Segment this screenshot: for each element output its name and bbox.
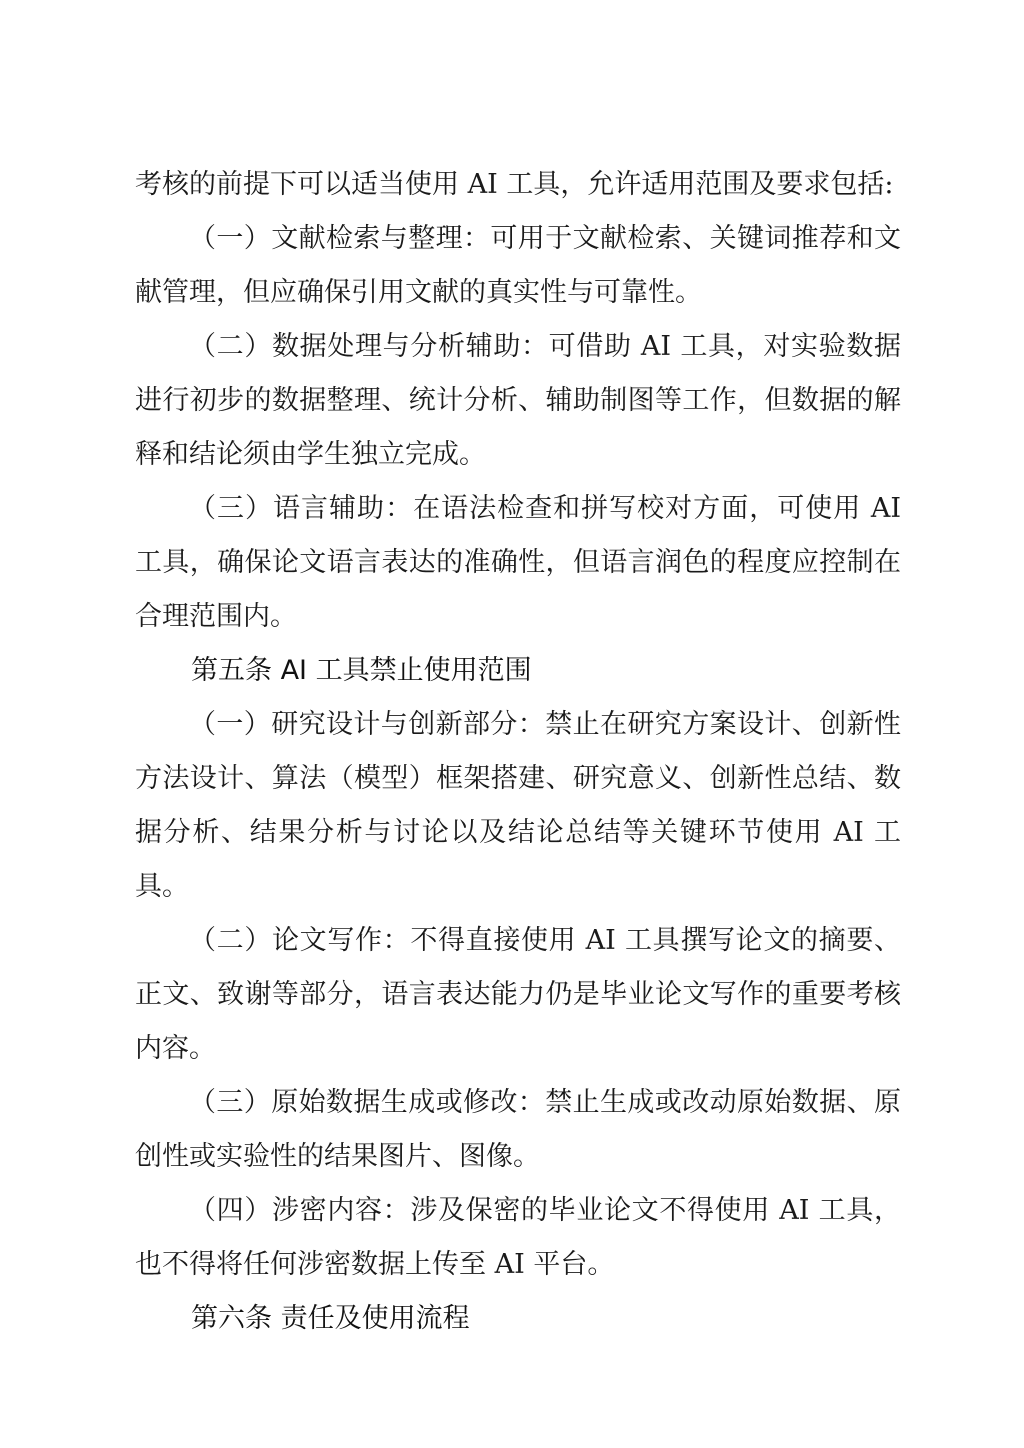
paragraph-raw-data: （三）原始数据生成或修改：禁止生成或改动原始数据、原创性或实验性的结果图片、图像。	[135, 1087, 901, 1172]
paragraph-continuation: 考核的前提下可以适当使用 AI 工具，允许适用范围及要求包括:	[135, 169, 894, 200]
document-page	[135, 158, 901, 1346]
paragraph-data-processing: （二）数据处理与分析辅助：可借助 AI 工具，对实验数据进行初步的数据整理、统计分析、辅助制图等工作，但数据的解释和结论须由学生独立完成。	[135, 331, 901, 470]
paragraph-classified-content: （四）涉密内容：涉及保密的毕业论文不得使用 AI 工具，也不得将任何涉密数据上传至 AI 平台。	[135, 1195, 901, 1280]
paragraph-language-assist: （三）语言辅助：在语法检查和拼写校对方面，可使用 AI 工具，确保论文语言表达的准确性，但语言润色的程度应控制在合理范围内。	[135, 493, 901, 632]
paragraph-thesis-writing: （二）论文写作：不得直接使用 AI 工具撰写论文的摘要、正文、致谢等部分，语言表达能力仍是毕业论文写作的重要考核内容。	[135, 925, 901, 1064]
article-5-heading: 第五条 AI 工具禁止使用范围	[191, 655, 532, 686]
paragraph-literature-search: （一）文献检索与整理：可用于文献检索、关键词推荐和文献管理，但应确保引用文献的真实性与可靠性。	[135, 223, 901, 308]
article-6-heading: 第六条 责任及使用流程	[191, 1303, 470, 1334]
paragraph-research-design: （一）研究设计与创新部分：禁止在研究方案设计、创新性方法设计、算法（模型）框架搭建、研究意义、创新性总结、数据分析、结果分析与讨论以及结论总结等关键环节使用 AI 工具。	[135, 709, 901, 902]
